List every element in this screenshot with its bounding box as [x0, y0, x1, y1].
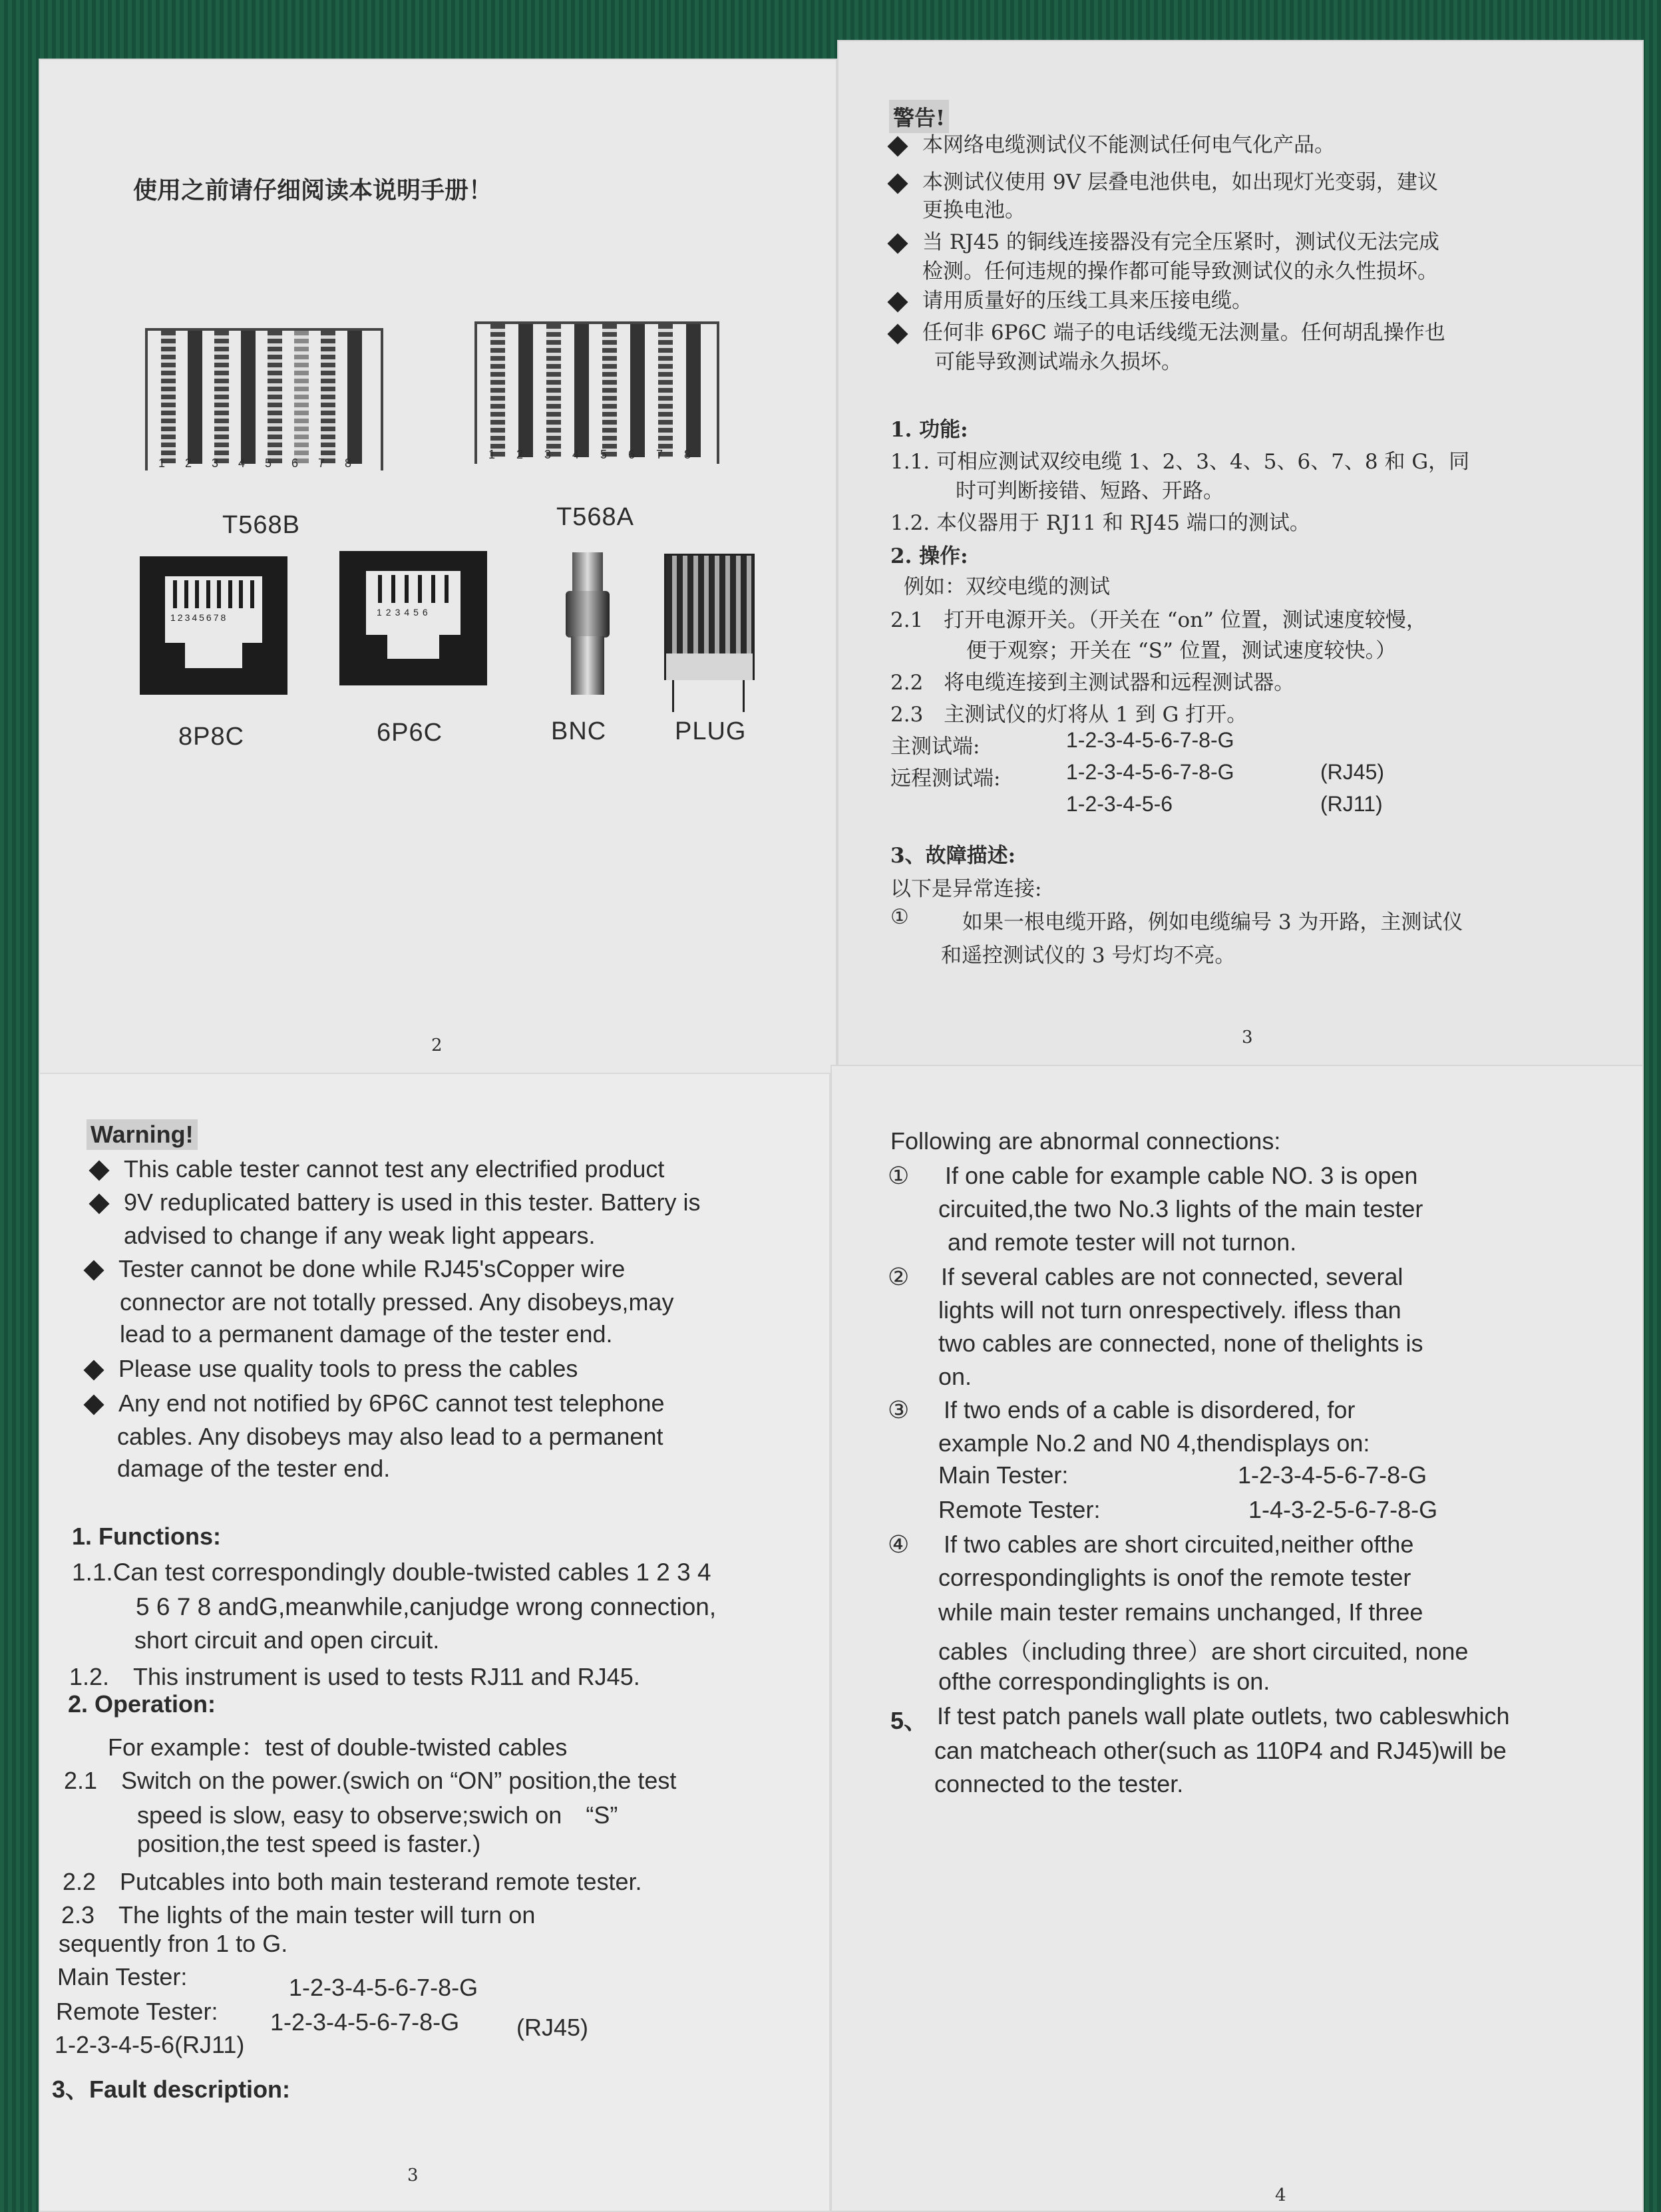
case-number: ④ — [888, 1531, 910, 1558]
case-text: If several cables are not connected, several — [941, 1263, 1403, 1290]
fault-item: 如果一根电缆开路，例如电缆编号 3 为开路，主测试仪 — [962, 910, 1463, 934]
case-text-cont: can matcheach other(such as 110P4 and RJ45)will be — [934, 1737, 1507, 1764]
case-main-tester-label: Main Tester: — [938, 1461, 1069, 1489]
diamond-bullet-icon — [887, 233, 908, 254]
case-number: ② — [888, 1263, 910, 1290]
main-tester-sequence: 1-2-3-4-5-6-7-8-G — [1066, 728, 1234, 752]
pin-number: 7 — [318, 457, 325, 470]
warning-item: 请用质量好的压线工具来压接电缆。 — [890, 283, 1252, 313]
operation-step: 2.1 打开电源开关。（开关在 “on” 位置，测试速度较慢， — [890, 608, 1427, 632]
warning-item: This cable tester cannot test any electrified product — [92, 1155, 664, 1183]
case-text-cont: cables（including three）are short circuited, none — [938, 1638, 1469, 1665]
remote-tester-sequence-rj11: 1-2-3-4-5-6 — [1066, 792, 1173, 816]
remote-rj45-label: (RJ45) — [1320, 760, 1385, 784]
pin-number: 3 — [212, 457, 219, 470]
function-item: 1.1.Can test correspondingly double-twisted cables 1 2 3 4 — [72, 1559, 711, 1586]
warning-item: Please use quality tools to press the cables — [87, 1355, 578, 1383]
t568a-wiring-diagram — [474, 321, 719, 464]
warning-item: 任何非 6P6C 端子的电话线缆无法测量。任何胡乱操作也 — [890, 315, 1445, 345]
warning-item: 当 RJ45 的铜线连接器没有完全压紧时，测试仪无法完成 — [890, 225, 1439, 255]
pin-number: 5 — [600, 448, 608, 461]
warning-item-cont: 更换电池。 — [922, 198, 1025, 222]
case-main-tester-sequence: 1-2-3-4-5-6-7-8-G — [1238, 1461, 1427, 1489]
diamond-bullet-icon — [887, 136, 908, 156]
warning-title: 警告! — [889, 100, 949, 133]
warning-item-cont: cables. Any disobeys may also lead to a permanent — [117, 1423, 663, 1450]
section-title-operation: 2. Operation: — [68, 1690, 216, 1718]
warning-item: 9V reduplicated battery is used in this tester. Battery is — [92, 1189, 700, 1216]
section-title-fault: 3、故障描述: — [890, 844, 1016, 868]
warning-item: Tester cannot be done while RJ45'sCopper wire — [87, 1255, 625, 1283]
case-text: If test patch panels wall plate outlets, two cableswhich — [937, 1702, 1510, 1730]
manual-page-3-english — [39, 1073, 830, 2212]
case-text: If two ends of a cable is disordered, for — [944, 1396, 1356, 1423]
section-title-functions: 1. Functions: — [72, 1523, 221, 1550]
warning-item-cont: lead to a permanent damage of the tester end. — [120, 1320, 613, 1348]
remote-tester-sequence: 1-2-3-4-5-6-7-8-G — [270, 2008, 460, 2036]
manual-page-3-chinese — [837, 40, 1644, 1073]
operation-step: 2.3 The lights of the main tester will turn on — [61, 1901, 536, 1929]
case-remote-tester-sequence: 1-4-3-2-5-6-7-8-G — [1248, 1496, 1438, 1523]
warning-item: Any end not notified by 6P6C cannot test telephone — [87, 1389, 665, 1417]
page-number: 4 — [1275, 2185, 1286, 2205]
function-item: 1.2. 本仪器用于 RJ11 和 RJ45 端口的测试。 — [890, 511, 1310, 535]
operation-step: 2.1 Switch on the power.(swich on “ON” position,the test — [64, 1767, 677, 1794]
case-text: If two cables are short circuited,neither ofthe — [944, 1531, 1414, 1558]
diamond-bullet-icon — [887, 173, 908, 194]
pin-number: 3 — [544, 448, 552, 461]
page-number: 3 — [407, 2165, 419, 2185]
remote-rj45-label: (RJ45) — [516, 2014, 589, 2041]
main-tester-label: 主测试端: — [890, 735, 980, 759]
warning-item: 本网络电缆测试仪不能测试任何电气化产品。 — [890, 128, 1335, 158]
manual-page-4-english — [830, 1065, 1644, 2212]
diamond-bullet-icon — [887, 323, 908, 344]
fault-number: ① — [890, 905, 909, 929]
pin-number: 7 — [656, 448, 663, 461]
connector-label-8p8c: 8P8C — [178, 723, 245, 751]
fault-item-cont: 和遥控测试仪的 3 号灯均不亮。 — [941, 944, 1236, 968]
pin-number: 8 — [345, 457, 352, 470]
jack-pin-labels: 123456 — [377, 607, 432, 618]
jack-pin-labels: 12345678 — [170, 612, 228, 623]
t568a-pin-numbers — [486, 448, 712, 468]
remote-tester-sequence: 1-2-3-4-5-6-7-8-G — [1066, 760, 1234, 784]
case-text-cont: ofthe correspondinglights is on. — [938, 1668, 1270, 1695]
rj45-plug-icon — [664, 554, 753, 713]
t568b-wiring-diagram — [145, 328, 383, 470]
pin-number: 6 — [628, 448, 636, 461]
operation-step-cont: sequently fron 1 to G. — [59, 1930, 288, 1957]
remote-rj11-label: (RJ11) — [1320, 792, 1383, 816]
operation-step-cont: speed is slow, easy to observe;swich on “S” — [137, 1801, 618, 1829]
main-tester-label: Main Tester: — [57, 1963, 188, 1990]
page-number: 2 — [431, 1035, 443, 1055]
section-title-fault: 3、Fault description: — [52, 2076, 291, 2103]
function-item: 1.2. This instrument is used to tests RJ11 and RJ45. — [69, 1663, 640, 1690]
case-text-cont: and remote tester will not turnon. — [948, 1228, 1297, 1256]
operation-example: 例如：双绞电缆的测试 — [904, 575, 1110, 599]
case-text-cont: connected to the tester. — [934, 1770, 1184, 1797]
function-item: 1.1. 可相应测试双绞电缆 1、2、3、4、5、6、7、8 和 G，同 — [890, 450, 1470, 474]
fault-intro: 以下是异常连接: — [890, 877, 1042, 901]
pin-number: 4 — [238, 457, 246, 470]
warning-item-cont: damage of the tester end. — [117, 1455, 391, 1482]
t568b-label: T568B — [222, 511, 300, 539]
pin-number: 4 — [572, 448, 580, 461]
case-number: 5、 — [890, 1707, 928, 1734]
diamond-bullet-icon — [83, 1395, 104, 1415]
pin-number: 5 — [265, 457, 272, 470]
diamond-bullet-icon — [89, 1194, 109, 1214]
diamond-bullet-icon — [83, 1360, 104, 1381]
warning-title: Warning! — [87, 1119, 198, 1150]
function-item-cont: 5 6 7 8 andG,meanwhile,canjudge wrong connection, — [136, 1593, 717, 1620]
warning-item: 本测试仪使用 9V 层叠电池供电，如出现灯光变弱，建议 — [890, 165, 1438, 195]
remote-tester-sequence-rj11: 1-2-3-4-5-6(RJ11) — [55, 2031, 245, 2058]
connector-label-6p6c: 6P6C — [377, 719, 443, 747]
connector-label-plug: PLUG — [675, 717, 747, 745]
pin-number: 6 — [291, 457, 299, 470]
case-text-cont: correspondinglights is onof the remote tester — [938, 1564, 1411, 1591]
main-tester-sequence: 1-2-3-4-5-6-7-8-G — [289, 1974, 478, 2001]
operation-step-cont: position,the test speed is faster.) — [137, 1830, 481, 1857]
pin-number: 1 — [158, 457, 166, 470]
manual-page-2 — [39, 59, 837, 1083]
8p8c-jack-icon — [140, 556, 287, 695]
case-text-cont: on. — [938, 1363, 972, 1390]
abnormal-intro: Following are abnormal connections: — [890, 1127, 1281, 1155]
diamond-bullet-icon — [83, 1260, 104, 1281]
pin-number: 8 — [684, 448, 691, 461]
case-text: If one cable for example cable NO. 3 is open — [945, 1162, 1418, 1189]
bnc-connector-icon — [564, 552, 611, 695]
operation-example: For example：test of double-twisted cables — [108, 1734, 568, 1761]
case-number: ① — [888, 1162, 910, 1189]
case-text-cont: two cables are connected, none of thelights is — [938, 1330, 1423, 1357]
case-text-cont: while main tester remains unchanged, If three — [938, 1598, 1423, 1626]
operation-step: 2.2 Putcables into both main testerand remote tester. — [63, 1868, 642, 1895]
operation-step-cont: 便于观察；开关在 “S” 位置，测试速度较快。） — [966, 639, 1397, 663]
warning-item-cont: 检测。任何违规的操作都可能导致测试仪的永久性损坏。 — [922, 260, 1438, 283]
6p6c-jack-icon — [339, 551, 487, 685]
warning-item-cont: 可能导致测试端永久损坏。 — [934, 350, 1182, 374]
operation-step: 2.2 将电缆连接到主测试器和远程测试器。 — [890, 671, 1295, 695]
remote-tester-label: Remote Tester: — [56, 1998, 218, 2025]
function-item-cont: 时可判断接错、短路、开路。 — [956, 479, 1224, 503]
connector-label-bnc: BNC — [551, 717, 607, 745]
case-number: ③ — [888, 1396, 910, 1423]
warning-item-cont: connector are not totally pressed. Any disobeys,may — [120, 1288, 674, 1316]
t568b-pin-numbers — [156, 457, 375, 476]
page-number: 3 — [1242, 1027, 1253, 1047]
diamond-bullet-icon — [89, 1161, 109, 1181]
warning-item-cont: advised to change if any weak light appears. — [124, 1222, 596, 1249]
case-text-cont: circuited,the two No.3 lights of the main tester — [938, 1195, 1423, 1222]
case-remote-tester-label: Remote Tester: — [938, 1496, 1101, 1523]
section-title-functions: 1. 功能: — [890, 418, 968, 442]
diamond-bullet-icon — [887, 291, 908, 312]
case-text-cont: example No.2 and N0 4,thendisplays on: — [938, 1429, 1370, 1457]
remote-tester-label: 远程测试端: — [890, 767, 1001, 791]
pin-number: 2 — [516, 448, 524, 461]
case-text-cont: lights will not turn onrespectively. ifless than — [938, 1296, 1401, 1324]
section-title-operation: 2. 操作: — [890, 544, 968, 568]
t568a-label: T568A — [556, 503, 634, 531]
pin-number: 2 — [185, 457, 192, 470]
operation-step: 2.3 主测试仪的灯将从 1 到 G 打开。 — [890, 703, 1248, 727]
function-item-cont: short circuit and open circuit. — [134, 1626, 440, 1654]
pin-number: 1 — [488, 448, 496, 461]
page-title: 使用之前请仔细阅读本说明手册！ — [133, 176, 493, 204]
